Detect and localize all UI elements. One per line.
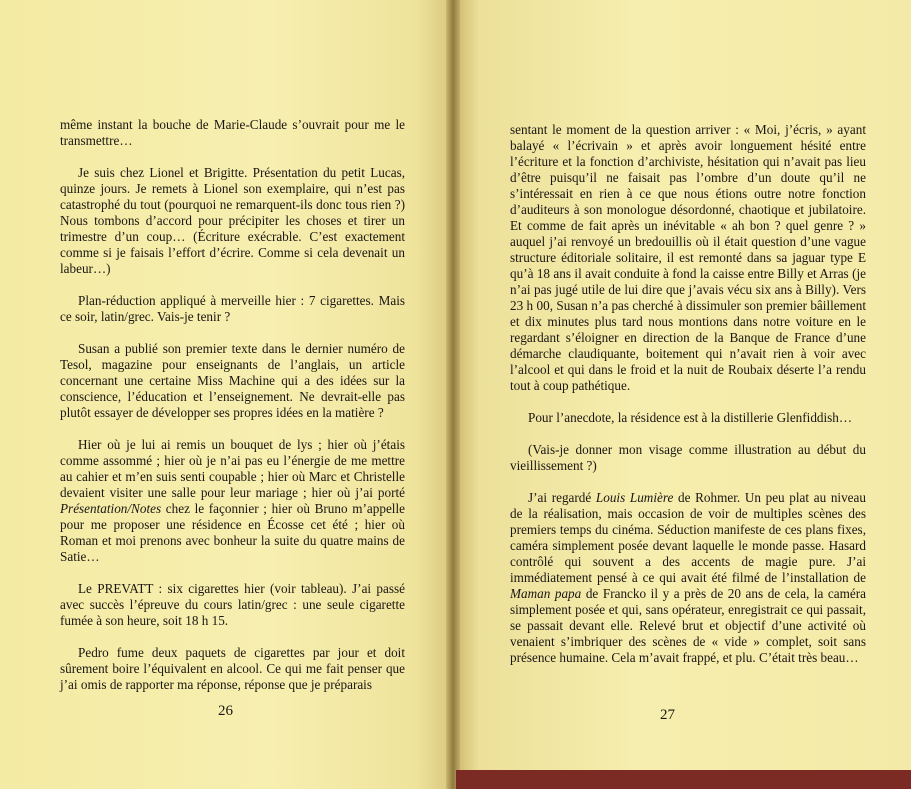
paragraph: Pour l’anecdote, la résidence est à la distillerie Glenfiddish…: [528, 410, 853, 425]
book-gutter: [446, 0, 460, 789]
right-page-text: [510, 122, 866, 682]
page-number: 26: [218, 703, 233, 719]
paragraph: même instant la bouche de Marie-Claude s’ouvrait pour me le transmettre…: [60, 117, 405, 148]
paragraph: J’ai regardé Louis Lumière de Rohmer. Un peu plat au niveau de la réalisation, mais occasion de voir de multiples scènes des premiers temps du cinéma. Séduction manifeste de ces plans fixes, caméra simplement posée devant laquelle le monde passe. Hasard contrôlé qui souvent a des accents de magie pure. J’ai immédiatement pensé à ce qui avait été filmé de l’installation de Maman papa de Francko il y a près de 20 ans de cela, la caméra simplement posée et qui, sans opérateur, enregistrait ce qui passait, se passait devant elle. Relevé brut et objectif d’une activité où venaient s’imbriquer des scènes de « vide » complet, soit sans présence humaine. Cela m’avait frappé, et plu. C’était très beau…: [510, 490, 866, 665]
paragraph: Susan a publié son premier texte dans le dernier numéro de Tesol, magazine pour enseignants de l’anglais, un article concernant une certaine Miss Machine qui a des idées sur la conscience, l’éducation et l’enseignement. Ne devrait-elle pas plutôt essayer de développer ses propres idées en la matière ?: [60, 341, 405, 420]
paragraph: sentant le moment de la question arriver : « Moi, j’écris, » ayant balayé « l’écrivain » et après avoir longuement hésité entre l’écriture et la fonction d’archiviste, hésitation qui n’avait pas lieu d’être puisqu’il ne faisait pas l’ombre d’un doute qu’il ne s’intéressait en rien à ce que nous étions outre notre fonction d’auditeurs à son monologue désordonné, chaotique et jubilatoire. Et comme de fait après un inévitable « ah bon ? quel genre ? » auquel j’ai renvoyé un bredouillis où il était question d’une vague structure éditoriale solitaire, il est remonté dans sa jaguar type E qu’à 18 ans il avait conduite à fond la caisse entre Billy et Arras (je n’ai pas jugé utile de lui dire que j’avais vécu six ans à Billy). Vers 23 h 00, Susan n’a pas cherché à dissimuler son premier bâillement et dix minutes plus tard nous montions dans notre voiture en le regardant s’éloigner en direction de la Banque de France d’une démarche claudiquante, boitement qui n’avait rien à voir avec l’alcool et qui dans le froid et la nuit de Roubaix déserte l’a rendu tout à coup pathétique.: [510, 122, 866, 393]
paragraph: Hier où je lui ai remis un bouquet de lys ; hier où j’étais comme assommé ; hier où je n’ai pas eu l’énergie de me mettre au cahier et m’en suis senti coupable ; hier où Marc et Christelle devaient visiter une salle pour leur mariage ; hier où j’ai porté Présentation/Notes chez le façonnier ; hier où Bruno m’appelle pour me proposer une résidence en Écosse cet été ; hier où Roman et moi prenons avec bonheur la suite du quatre mains de Satie…: [60, 437, 405, 564]
right-page: [452, 0, 911, 789]
paragraph: Le PREVATT : six cigarettes hier (voir tableau). J’ai passé avec succès l’épreuve du cours latin/grec : une seule cigarette fumée à son heure, soit 18 h 15.: [60, 581, 405, 628]
paragraph: Plan-réduction appliqué à merveille hier : 7 cigarettes. Mais ce soir, latin/grec. Vais-je tenir ?: [60, 293, 405, 324]
paragraph: (Vais-je donner mon visage comme illustration au début du vieillissement ?): [510, 442, 866, 473]
book-cover-edge: [456, 770, 911, 789]
paragraph: Je suis chez Lionel et Brigitte. Présentation du petit Lucas, quinze jours. Je remets à Lionel son exemplaire, qui n’est pas catastrophé du tout (pourquoi ne remarquent-ils donc tous rien ?) Nous tombons d’accord pour précipiter les choses et tirer un trimestre d’un coup… (Écriture exécrable. C’est exactement comme si je faisais l’effort d’écrire. Comme si cela devenait un labeur…): [60, 165, 405, 276]
left-page: [0, 0, 452, 789]
paragraph: Pedro fume deux paquets de cigarettes par jour et doit sûrement boire l’équivalent en alcool. Ce qui me fait penser que j’ai omis de rapporter ma réponse, réponse que je préparais: [60, 645, 405, 692]
left-page-text: [60, 117, 405, 709]
page-number: 27: [660, 707, 675, 723]
